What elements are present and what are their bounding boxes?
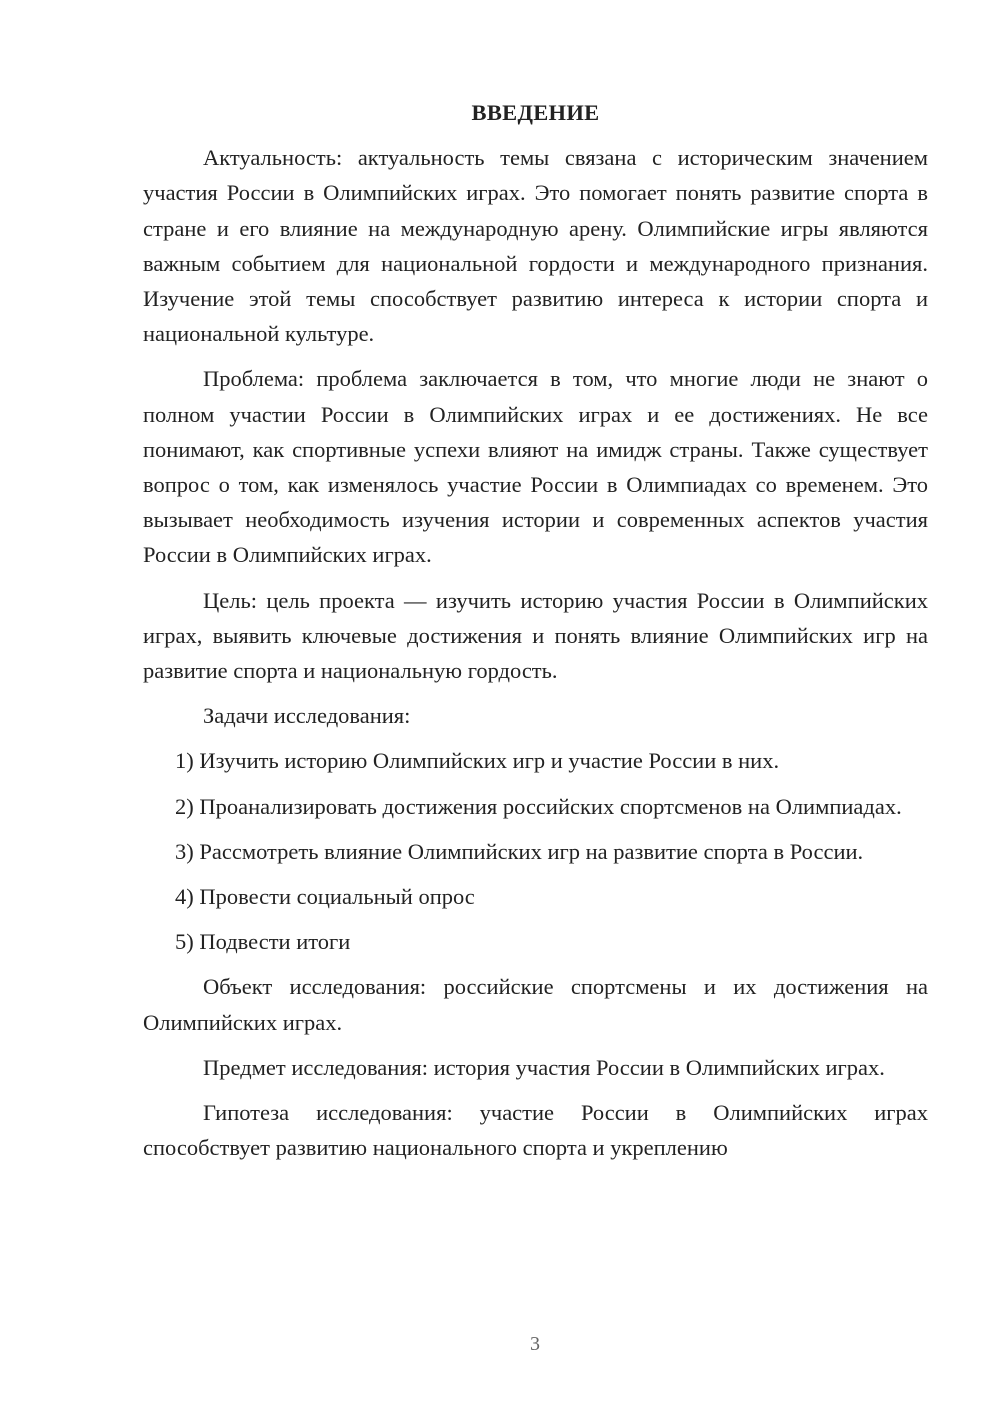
page-title: ВВЕДЕНИЕ bbox=[471, 100, 600, 125]
paragraph-subject: Предмет исследования: история участия России в Олимпийских играх. bbox=[203, 1054, 885, 1080]
paragraph-problem: Проблема: проблема заключается в том, что многие люди не знают о полном участии России в Олимпийских играх и ее достижениях. Не все понимают, как спортивные успехи влияют на имидж страны. Также существует вопрос о том, как изменялось участие России в Олимпиадах со временем. Это вызывает необходимость изучения истории и современных аспектов участия России в Олимпийских играх. bbox=[143, 366, 928, 568]
paragraph-goal: Цель: цель проекта — изучить историю участия России в Олимпийских играх, выявить ключевые достижения и понять влияние Олимпийских игр на развитие спорта и национальную гордость. bbox=[143, 587, 928, 684]
paragraph-object: Объект исследования: российские спортсмены и их достижения на Олимпийских играх. bbox=[143, 974, 928, 1035]
tasks-heading: Задачи исследования: bbox=[203, 703, 411, 729]
paragraph-hypothesis: Гипотеза исследования: участие России в Олимпийских играх способствует развитию национального спорта и укреплению bbox=[143, 1100, 928, 1161]
task-item-5: 5) Подвести итоги bbox=[175, 929, 351, 955]
page-number: 3 bbox=[530, 1333, 540, 1355]
task-item-2: 2) Проанализировать достижения российских спортсменов на Олимпиадах. bbox=[175, 793, 902, 819]
task-item-4: 4) Провести социальный опрос bbox=[175, 884, 475, 910]
task-item-1: 1) Изучить историю Олимпийских игр и участие России в них. bbox=[175, 748, 780, 774]
document-page bbox=[143, 95, 928, 1175]
task-item-3: 3) Рассмотреть влияние Олимпийских игр на развитие спорта в России. bbox=[175, 838, 864, 864]
paragraph-relevance: Актуальность: актуальность темы связана с историческим значением участия России в Олимпийских играх. Это помогает понять развитие спорта в стране и его влияние на международную арену. Олимпийские игры являются важным событием для национальной гордости и международного признания. Изучение этой темы способствует развитию интереса к истории спорта и национальной культуре. bbox=[143, 145, 928, 347]
